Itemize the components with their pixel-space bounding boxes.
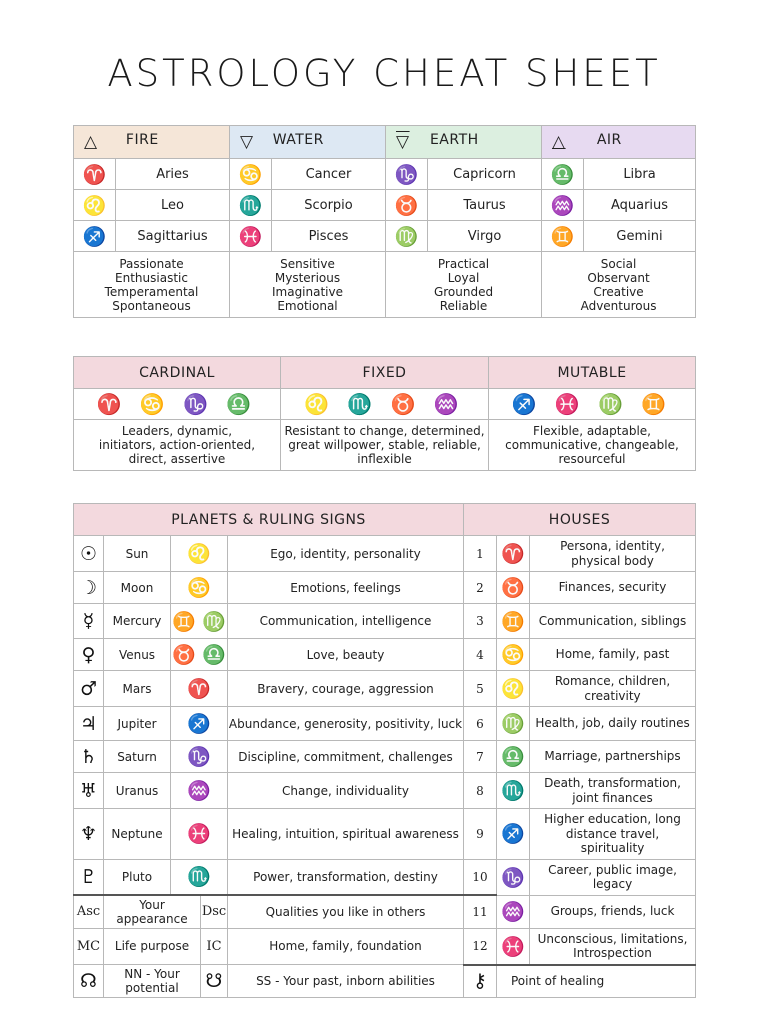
sign-glyph-icon: ♎ xyxy=(542,159,584,190)
house-sign-icon: ♊ xyxy=(497,604,530,639)
planet-description: Ego, identity, personality xyxy=(228,536,464,572)
planet-name: Mercury xyxy=(104,604,171,639)
sign-glyph-icon: ♓ xyxy=(230,221,272,252)
house-description: Finances, security xyxy=(530,572,696,604)
planet-glyph-icon: ☉ xyxy=(74,536,104,572)
sign-glyph-icon: ♉ xyxy=(386,190,428,221)
planet-row xyxy=(74,741,696,773)
planets-header: PLANETS & RULING SIGNS xyxy=(74,504,464,536)
house-number: 2 xyxy=(464,572,497,604)
trait: Reliable xyxy=(439,298,488,313)
point-row xyxy=(74,965,696,998)
house-number: 12 xyxy=(464,928,497,965)
modality-description-line: direct, assertive xyxy=(128,452,226,466)
sign-glyph-icon: ♑ xyxy=(386,159,428,190)
planet-glyph-icon: ♂ xyxy=(74,671,104,707)
planet-glyph-icon: ♄ xyxy=(74,741,104,773)
ruling-sign-icons: ♐ xyxy=(171,707,228,741)
trait: Passionate xyxy=(119,256,184,271)
ruling-sign-icons: ♋ xyxy=(171,572,228,604)
point-a-icon: MC xyxy=(74,928,104,965)
point-b-icon: ☋ xyxy=(201,965,228,998)
house-description: Persona, identity, physical body xyxy=(530,536,696,572)
ruling-sign-icons: ♓ xyxy=(171,809,228,860)
house-sign-icon: ♎ xyxy=(497,741,530,773)
modality-signs-icons: ♈ ♋ ♑ ♎ xyxy=(74,389,281,420)
modality-description-line: Resistant to change, determined, xyxy=(284,424,485,438)
planet-name: Neptune xyxy=(104,809,171,860)
houses-header: HOUSES xyxy=(464,504,696,536)
point-a-description: Your appearance xyxy=(104,895,201,928)
planet-row xyxy=(74,773,696,809)
traits-water xyxy=(230,252,386,318)
planet-description: Bravery, courage, aggression xyxy=(228,671,464,707)
planets-houses-table xyxy=(73,503,696,998)
trait: Enthusiastic xyxy=(115,270,188,285)
point-a-description: Life purpose xyxy=(104,928,201,965)
chiron-description: Point of healing xyxy=(497,965,696,998)
planet-description: Healing, intuition, spiritual awareness xyxy=(228,809,464,860)
house-sign-icon: ♏ xyxy=(497,773,530,809)
house-sign-icon: ♒ xyxy=(497,895,530,928)
planet-glyph-icon: ♇ xyxy=(74,859,104,895)
elements-table xyxy=(73,125,696,318)
trait: Practical xyxy=(437,256,490,271)
house-description: Romance, children, creativity xyxy=(530,671,696,707)
house-sign-icon: ♈ xyxy=(497,536,530,572)
point-b-description: Home, family, foundation xyxy=(228,928,464,965)
earth-triangle-icon: ▽ xyxy=(396,132,410,152)
planet-description: Communication, intelligence xyxy=(228,604,464,639)
water-triangle-icon: ▽ xyxy=(240,132,254,152)
planet-row xyxy=(74,572,696,604)
planet-name: Sun xyxy=(104,536,171,572)
house-sign-icon: ♉ xyxy=(497,572,530,604)
page-title: ASTROLOGY CHEAT SHEET xyxy=(107,52,661,95)
planet-row xyxy=(74,809,696,860)
sign-glyph-icon: ♊ xyxy=(542,221,584,252)
trait: Mysterious xyxy=(274,270,341,285)
modality-header: FIXED xyxy=(281,357,489,389)
planet-description: Discipline, commitment, challenges xyxy=(228,741,464,773)
ruling-sign-icons: ♌ xyxy=(171,536,228,572)
sign-name: Scorpio xyxy=(272,190,386,221)
sign-name: Libra xyxy=(584,159,696,190)
planet-glyph-icon: ♆ xyxy=(74,809,104,860)
trait: Emotional xyxy=(277,298,338,313)
modality-description-line: Leaders, dynamic, xyxy=(121,424,233,438)
house-number: 6 xyxy=(464,707,497,741)
modality-description-line: communicative, changeable, xyxy=(505,438,679,452)
elements-sign-row xyxy=(74,190,696,221)
house-sign-icon: ♓ xyxy=(497,928,530,965)
sign-name: Virgo xyxy=(428,221,542,252)
house-sign-icon: ♑ xyxy=(497,859,530,895)
sign-name: Leo xyxy=(116,190,230,221)
modalities-table xyxy=(73,356,696,471)
planets-houses-header-row xyxy=(74,504,696,536)
modality-description xyxy=(489,420,696,471)
planet-row xyxy=(74,671,696,707)
modality-description-line: Flexible, adaptable, xyxy=(533,424,651,438)
trait: Imaginative xyxy=(271,284,343,299)
point-a-icon: Asc xyxy=(74,895,104,928)
ruling-sign-icons: ♉ ♎ xyxy=(171,639,228,671)
modality-signs-icons: ♌ ♏ ♉ ♒ xyxy=(281,389,489,420)
modality-description-line: inflexible xyxy=(357,452,412,466)
sign-glyph-icon: ♈ xyxy=(74,159,116,190)
modality-header: MUTABLE xyxy=(489,357,696,389)
trait: Observant xyxy=(587,270,650,285)
air-triangle-icon: △ xyxy=(552,132,566,152)
planet-row xyxy=(74,604,696,639)
planet-glyph-icon: ☽ xyxy=(74,572,104,604)
trait: Creative xyxy=(593,284,644,299)
element-header-water xyxy=(230,126,386,159)
planet-row xyxy=(74,639,696,671)
planet-glyph-icon: ♀ xyxy=(74,639,104,671)
house-description: Death, transformation, joint finances xyxy=(530,773,696,809)
modality-description-line: great willpower, stable, reliable, xyxy=(288,438,481,452)
trait: Spontaneous xyxy=(112,298,191,313)
planet-description: Change, individuality xyxy=(228,773,464,809)
house-description: Health, job, daily routines xyxy=(530,707,696,741)
house-description: Communication, siblings xyxy=(530,604,696,639)
planet-name: Venus xyxy=(104,639,171,671)
modality-description xyxy=(74,420,281,471)
element-header-label: FIRE xyxy=(125,132,159,148)
point-row xyxy=(74,895,696,928)
house-number: 4 xyxy=(464,639,497,671)
modality-description xyxy=(281,420,489,471)
planet-name: Pluto xyxy=(104,859,171,895)
ruling-sign-icons: ♏ xyxy=(171,859,228,895)
planet-name: Moon xyxy=(104,572,171,604)
sign-name: Gemini xyxy=(584,221,696,252)
house-number: 5 xyxy=(464,671,497,707)
traits-air xyxy=(542,252,696,318)
planet-description: Emotions, feelings xyxy=(228,572,464,604)
point-row xyxy=(74,928,696,965)
fire-triangle-icon: △ xyxy=(84,132,98,152)
house-description: Unconscious, limitations, Introspection xyxy=(530,928,696,965)
element-header-label: WATER xyxy=(272,132,324,148)
sign-glyph-icon: ♒ xyxy=(542,190,584,221)
point-b-description: Qualities you like in others xyxy=(228,895,464,928)
house-number: 10 xyxy=(464,859,497,895)
element-header-label: AIR xyxy=(596,132,622,148)
sign-glyph-icon: ♐ xyxy=(74,221,116,252)
house-sign-icon: ♍ xyxy=(497,707,530,741)
sign-name: Capricorn xyxy=(428,159,542,190)
sign-name: Cancer xyxy=(272,159,386,190)
sign-name: Sagittarius xyxy=(116,221,230,252)
planet-description: Love, beauty xyxy=(228,639,464,671)
ruling-sign-icons: ♊ ♍ xyxy=(171,604,228,639)
trait: Social xyxy=(600,256,637,271)
planet-row xyxy=(74,707,696,741)
sign-glyph-icon: ♌ xyxy=(74,190,116,221)
element-header-fire xyxy=(74,126,230,159)
elements-sign-row xyxy=(74,159,696,190)
chiron-icon: ⚷ xyxy=(464,965,497,998)
modality-description-line: resourceful xyxy=(558,452,626,466)
planet-glyph-icon: ♃ xyxy=(74,707,104,741)
planet-row xyxy=(74,859,696,895)
trait: Temperamental xyxy=(104,284,199,299)
trait: Grounded xyxy=(433,284,494,299)
point-b-icon: Dsc xyxy=(201,895,228,928)
house-description: Home, family, past xyxy=(530,639,696,671)
planet-name: Uranus xyxy=(104,773,171,809)
sign-name: Aries xyxy=(116,159,230,190)
house-sign-icon: ♌ xyxy=(497,671,530,707)
house-number: 8 xyxy=(464,773,497,809)
planet-glyph-icon: ☿ xyxy=(74,604,104,639)
point-a-description: NN - Your potential xyxy=(104,965,201,998)
point-b-description: SS - Your past, inborn abilities xyxy=(228,965,464,998)
sign-name: Taurus xyxy=(428,190,542,221)
house-number: 11 xyxy=(464,895,497,928)
sign-glyph-icon: ♍ xyxy=(386,221,428,252)
ruling-sign-icons: ♒ xyxy=(171,773,228,809)
sign-glyph-icon: ♋ xyxy=(230,159,272,190)
elements-header-row xyxy=(74,126,696,159)
element-header-air xyxy=(542,126,696,159)
modalities-header-row xyxy=(74,357,696,389)
house-description: Marriage, partnerships xyxy=(530,741,696,773)
planet-description: Power, transformation, destiny xyxy=(228,859,464,895)
house-number: 1 xyxy=(464,536,497,572)
house-sign-icon: ♋ xyxy=(497,639,530,671)
trait: Sensitive xyxy=(280,256,335,271)
traits-fire xyxy=(74,252,230,318)
elements-sign-row xyxy=(74,221,696,252)
house-number: 9 xyxy=(464,809,497,860)
planet-name: Mars xyxy=(104,671,171,707)
element-header-label: EARTH xyxy=(429,132,479,148)
element-header-earth xyxy=(386,126,542,159)
planet-name: Saturn xyxy=(104,741,171,773)
planet-description: Abundance, generosity, positivity, luck xyxy=(228,707,464,741)
house-description: Higher education, long distance travel, spirituality xyxy=(530,809,696,860)
modalities-glyph-row xyxy=(74,389,696,420)
trait: Adventurous xyxy=(580,298,657,313)
modalities-desc-row xyxy=(74,420,696,471)
modality-signs-icons: ♐ ♓ ♍ ♊ xyxy=(489,389,696,420)
elements-traits-row xyxy=(74,252,696,318)
trait: Loyal xyxy=(447,270,480,285)
modality-description-line: initiators, action-oriented, xyxy=(98,438,256,452)
house-description: Career, public image, legacy xyxy=(530,859,696,895)
sign-glyph-icon: ♏ xyxy=(230,190,272,221)
planet-glyph-icon: ♅ xyxy=(74,773,104,809)
house-number: 3 xyxy=(464,604,497,639)
traits-earth xyxy=(386,252,542,318)
house-sign-icon: ♐ xyxy=(497,809,530,860)
house-description: Groups, friends, luck xyxy=(530,895,696,928)
point-a-icon: ☊ xyxy=(74,965,104,998)
sign-name: Aquarius xyxy=(584,190,696,221)
modality-header: CARDINAL xyxy=(74,357,281,389)
house-number: 7 xyxy=(464,741,497,773)
point-b-icon: IC xyxy=(201,928,228,965)
sign-name: Pisces xyxy=(272,221,386,252)
planet-name: Jupiter xyxy=(104,707,171,741)
planet-row xyxy=(74,536,696,572)
ruling-sign-icons: ♈ xyxy=(171,671,228,707)
ruling-sign-icons: ♑ xyxy=(171,741,228,773)
